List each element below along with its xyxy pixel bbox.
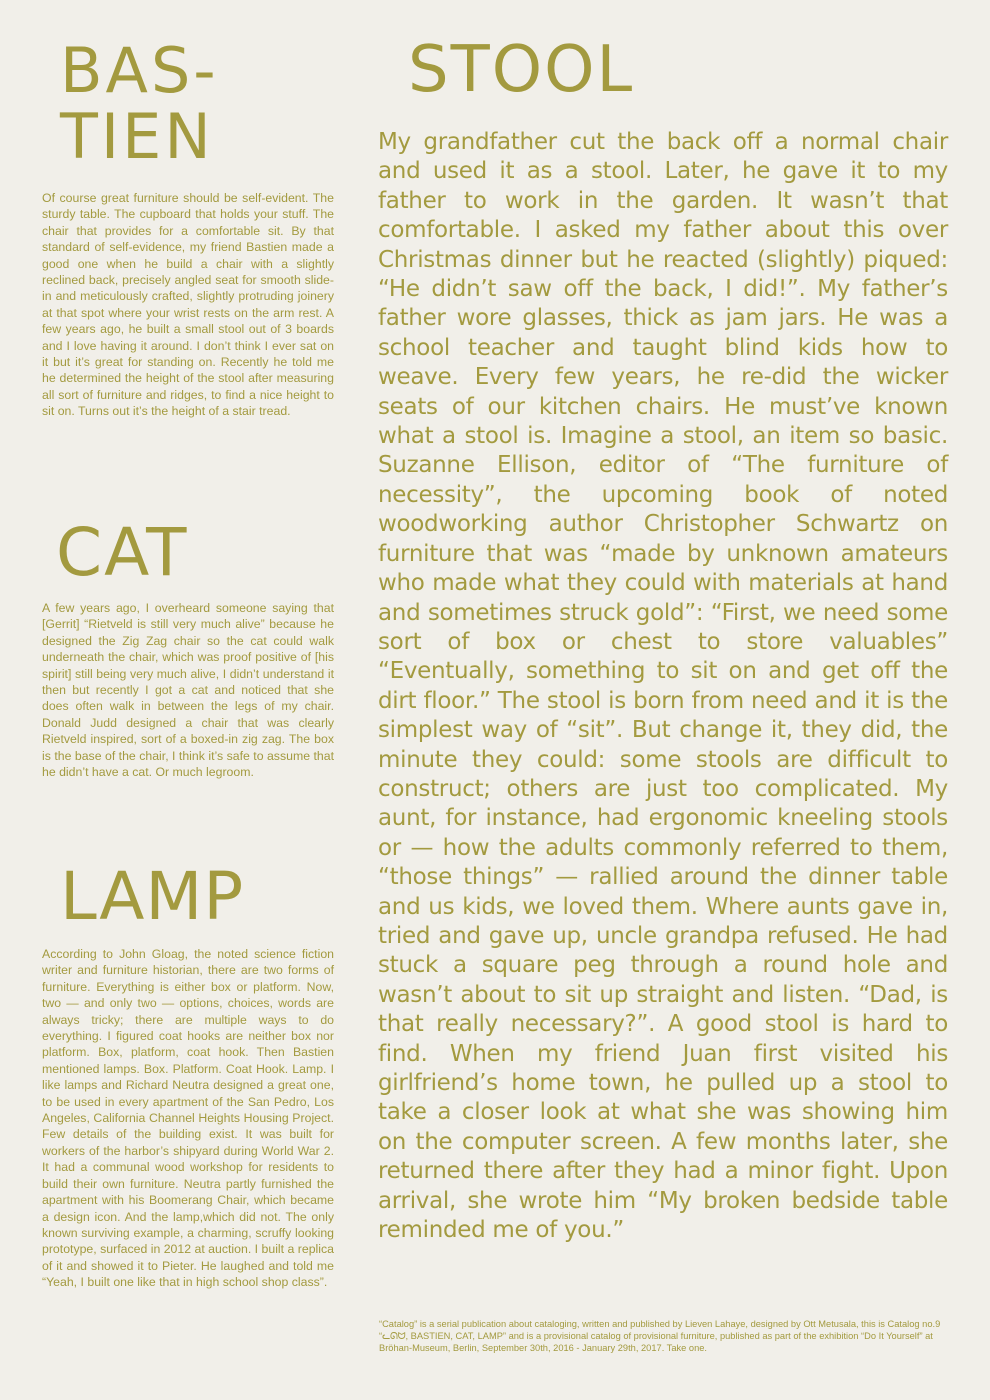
cat-text: A few years ago, I overheard someone saying that [Gerrit] “Rietveld is still very much alive” because he designed the Zig Zag chair so the cat could walk underneath the chair, which was proof positive of [his spirit] still being very much alive, I didn’t understand it then but recently I got a cat and noticed that she does often walk in between the legs of my chair. Donald Judd designed a chair that was clearly Rietveld inspired, sort of a boxed-in zig zag. The box is the base of the chair, I think it’s safe to assume that he didn’t have a cat. Or much legroom. — [42, 601, 334, 780]
lamp-text: According to John Gloag, the noted science fiction writer and furniture historian, there are two forms of furniture. Everything is either box or platform. Now, two — and only two — options, choices, words are always tricky; there are multiple ways to do everything. I figured coat hooks are neither box nor platform. Box, platform, coat hook. Then Bastien mentioned lamps. Box. Platform. Coat Hook. Lamp. I like lamps and Richard Neutra designed a great one, to be used in every apartment of the San Pedro, Los Angeles, California Channel Heights Housing Project. Few details of the building exist. It was built for workers of the harbor’s shipyard during World War 2. It had a communal wood workshop for residents to build their own furniture. Neutra partly furnished the apartment with his Boomerang Chair, which became a design icon. And the lamp,which did not. The only known surviving example, a charming, scruffy looking prototype, surfaced in 2012 at auction. I built a replica of it and showed it to Pieter. He laughed and told me “Yeah, I built one like that in high school shop class”. — [42, 947, 334, 1290]
cat-heading: CAT — [56, 514, 189, 591]
stool-heading: STOOL — [408, 33, 635, 107]
colophon: “Catalog” is a serial publication about cataloging, written and published by Lieven Lahaye, designed by Ott Metusala, this is Catalog no.9 “ᓚᘏᗢ, BASTIEN, CAT, LAMP” and is a provisional catalog of provisional furniture, published as part of the exhibition “Do It Yourself” at Bröhan-Museum, Berlin, September 30th, 2016 - January 29th, 2017. Take one. — [379, 1319, 941, 1354]
stool-text: My grandfather cut the back off a normal chair and used it as a stool. Later, he gave it to my father to work in the garden. It wasn’t that comfortable. I asked my father about this over Christmas dinner but he reacted (slightly) piqued: “He didn’t saw off the back, I did!”. My father’s father wore glasses, thick as jam jars. He was a school teacher and taught blind kids how to weave. Every few years, he re-did the wicker seats of our kitchen chairs. He must’ve known what a stool is. Imagine a stool, an item so basic. Suzanne Ellison, editor of “The furniture of necessity”, the upcoming book of noted woodworking author Christopher Schwartz on furniture that was “made by unknown amateurs who made what they could with materials at hand and sometimes struck gold”: “First, we need some sort of box or chest to store valuables” “Eventually, something to sit on and get off the dirt floor.” The stool is born from need and it is the simplest way of “sit”. But change it, they did, the minute they could: some stools are difficult to construct; others are just too complicated. My aunt, for instance, had ergonomic kneeling stools or — how the adults commonly referred to them, “those things” — rallied around the dinner table and us kids, we loved them. Where aunts gave in, tried and gave up, uncle grandpa refused. He had stuck a square peg through a round hole and wasn’t about to sit up straight and listen. “Dad, is that really necessary?”. A good stool is hard to find. When my friend Juan first visited his girlfriend’s home town, he pulled up a stool to take a closer look at what she was showing him on the computer screen. A few months later, she returned there after they had a minor fight. Upon arrival, she wrote him “My broken bedside table reminded me of you.” — [378, 129, 948, 1244]
bastien-text: Of course great furniture should be self-evident. The sturdy table. The cupboard that holds your stuff. The chair that provides for a comfortable sit. By that standard of self-evidence, my friend Bastien made a good one when he build a chair with a slightly reclined back, precisely angled seat for smooth slide-in and meticulously crafted, slightly protruding joinery at that spot where your wrist rests on the arm rest. A few years ago, he built a small stool out of 3 boards and I love having it around. I don’t think I ever sat on it but it’s great for standing on. Recently he told me he determined the height of the stool after measuring all sort of furniture and ridges, to find a nice height to sit on. Turns out it’s the height of a stair tread. — [42, 191, 334, 419]
bastien-heading: BAS- TIEN — [60, 34, 219, 173]
lamp-heading: LAMP — [60, 858, 245, 935]
